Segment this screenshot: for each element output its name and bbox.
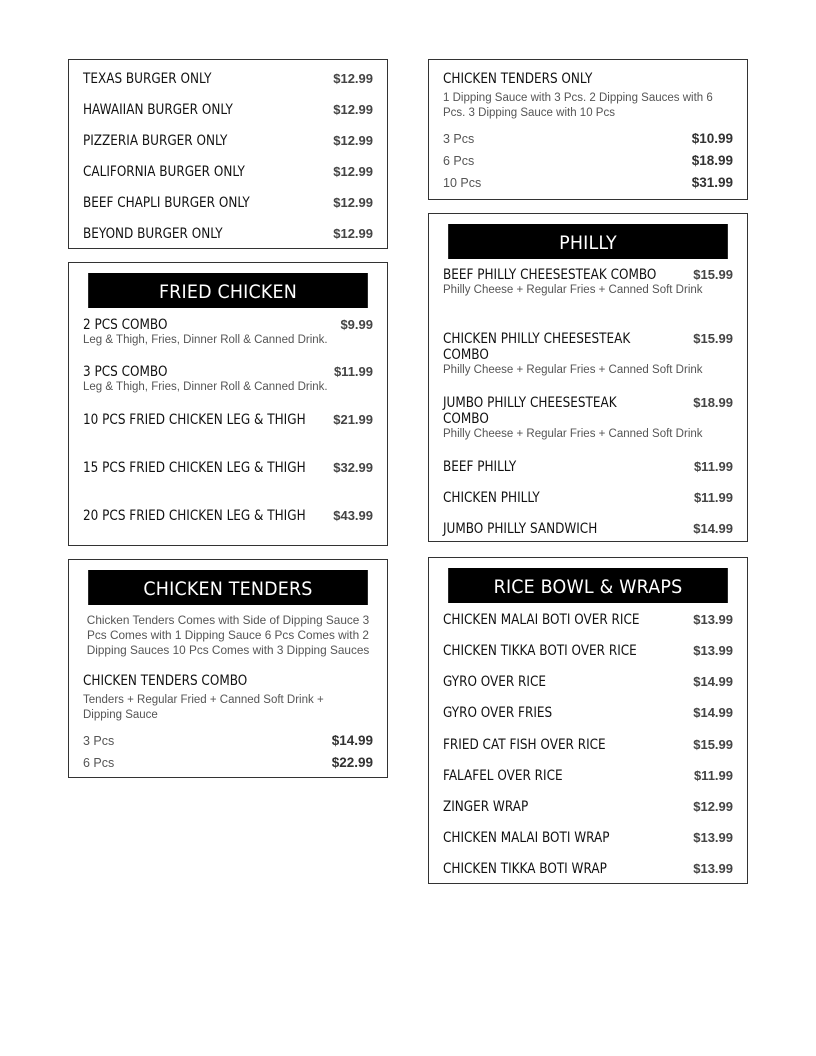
item-name: BEYOND BURGER ONLY [83, 226, 223, 242]
size-option [429, 150, 747, 172]
item-price: $13.99 [693, 830, 733, 845]
item-name: 15 PCS FRIED CHICKEN LEG & THIGH [83, 460, 306, 476]
menu-item [429, 768, 747, 784]
menu-item [69, 226, 387, 242]
item-price: $11.99 [693, 459, 733, 474]
item-price: $12.99 [333, 226, 373, 241]
item-price: $15.99 [693, 267, 733, 282]
size-option [429, 172, 747, 194]
menu-item [429, 674, 747, 690]
item-name: HAWAIIAN BURGER ONLY [83, 102, 233, 118]
item-name: JUMBO PHILLY CHEESESTEAK COMBO [443, 395, 617, 427]
item-name: BEEF PHILLY CHEESESTEAK COMBO [443, 267, 657, 283]
chicken-tenders-panel [68, 559, 388, 778]
philly-panel [428, 213, 748, 542]
item-name: 3 PCS COMBO [83, 364, 168, 380]
item-name: CHICKEN MALAI BOTI WRAP [443, 830, 610, 846]
item-name: TEXAS BURGER ONLY [83, 71, 212, 87]
item-name: FRIED CAT FISH OVER RICE [443, 737, 606, 753]
item-name: CHICKEN TIKKA BOTI OVER RICE [443, 643, 637, 659]
item-description: 1 Dipping Sauce with 3 Pcs. 2 Dipping Sauces with 6 Pcs. 3 Dipping Sauce with 10 Pcs [443, 92, 713, 119]
item-price: $12.99 [333, 71, 373, 86]
item-description: Leg & Thigh, Fries, Dinner Roll & Canned Drink. [83, 381, 328, 393]
option-label: 10 Pcs [443, 176, 482, 190]
menu-item [69, 412, 387, 428]
size-option [69, 730, 387, 752]
item-description: Philly Cheese + Regular Fries + Canned Soft Drink [443, 428, 703, 440]
item-price: $12.99 [333, 164, 373, 179]
item-price: $14.99 [693, 521, 733, 536]
option-price: $10.99 [691, 131, 733, 146]
item-name: CHICKEN PHILLY CHEESESTEAK COMBO [443, 331, 631, 363]
section-title: FRIED CHICKEN [88, 273, 368, 308]
menu-item [429, 612, 747, 628]
option-label: 6 Pcs [443, 154, 475, 168]
item-description: Leg & Thigh, Fries, Dinner Roll & Canned Drink. [83, 334, 328, 346]
menu-item [429, 267, 747, 298]
section-title: RICE BOWL & WRAPS [448, 568, 728, 603]
item-price: $12.99 [333, 102, 373, 117]
size-option [429, 128, 747, 150]
rice-bowl-wraps-panel [428, 557, 748, 884]
item-name: 2 PCS COMBO [83, 317, 168, 333]
menu-item [429, 331, 747, 378]
item-price: $12.99 [693, 799, 733, 814]
menu-item [69, 508, 387, 524]
item-price: $11.99 [333, 364, 373, 379]
item-price: $11.99 [693, 768, 733, 783]
menu-item [69, 317, 387, 348]
item-price: $13.99 [693, 612, 733, 627]
menu-item [69, 102, 387, 118]
option-label: 3 Pcs [83, 734, 115, 748]
item-name: JUMBO PHILLY SANDWICH [443, 521, 598, 537]
menu-item [429, 830, 747, 846]
menu-item [69, 164, 387, 180]
item-name: CHICKEN TENDERS COMBO [83, 673, 248, 689]
combo-item [69, 673, 387, 723]
item-name: BEEF CHAPLI BURGER ONLY [83, 195, 250, 211]
option-price: $18.99 [691, 153, 733, 168]
item-price: $14.99 [693, 674, 733, 689]
item-price: $15.99 [693, 737, 733, 752]
menu-item [429, 459, 747, 475]
item-price: $13.99 [693, 861, 733, 876]
option-label: 6 Pcs [83, 756, 115, 770]
section-intro: Chicken Tenders Comes with Side of Dipping Sauce 3 Pcs Comes with 1 Dipping Sauce 6 Pcs Comes with 2 Dipping Sauces 10 Pcs Comes with 3 Dipping Sauces [86, 613, 370, 657]
option-price: $31.99 [691, 175, 733, 190]
item-price: $21.99 [333, 412, 373, 427]
option-price: $22.99 [331, 755, 373, 770]
menu-item [69, 71, 387, 87]
item-price: $12.99 [333, 133, 373, 148]
item-name: CHICKEN PHILLY [443, 490, 540, 506]
item-description: Philly Cheese + Regular Fries + Canned Soft Drink [443, 284, 703, 296]
item-price: $15.99 [693, 331, 733, 346]
menu-item [69, 195, 387, 211]
item-description: Philly Cheese + Regular Fries + Canned Soft Drink [443, 364, 703, 376]
item-price: $18.99 [693, 395, 733, 410]
item-name: CHICKEN MALAI BOTI OVER RICE [443, 612, 640, 628]
item-name: CHICKEN TENDERS ONLY [443, 71, 593, 87]
menu-item [69, 133, 387, 149]
item-price: $32.99 [333, 460, 373, 475]
item-name: 10 PCS FRIED CHICKEN LEG & THIGH [83, 412, 306, 428]
item-name: CHICKEN TIKKA BOTI WRAP [443, 861, 607, 877]
item-price: $12.99 [333, 195, 373, 210]
item-price: $9.99 [340, 317, 373, 332]
item-price: $11.99 [693, 490, 733, 505]
section-title: PHILLY [448, 224, 728, 259]
item-name: CALIFORNIA BURGER ONLY [83, 164, 245, 180]
menu-item [69, 460, 387, 476]
menu-item [429, 737, 747, 753]
item-name: GYRO OVER RICE [443, 674, 546, 690]
item-price: $13.99 [693, 643, 733, 658]
item-name: PIZZERIA BURGER ONLY [83, 133, 228, 149]
item-name: FALAFEL OVER RICE [443, 768, 563, 784]
size-option [69, 752, 387, 774]
item-name: GYRO OVER FRIES [443, 705, 553, 721]
menu-item [429, 490, 747, 506]
menu-item [429, 799, 747, 815]
item-name: ZINGER WRAP [443, 799, 529, 815]
menu-item [429, 643, 747, 659]
item-price: $43.99 [333, 508, 373, 523]
item-price: $14.99 [693, 705, 733, 720]
menu-item [429, 861, 747, 877]
item-name: 20 PCS FRIED CHICKEN LEG & THIGH [83, 508, 306, 524]
option-price: $14.99 [331, 733, 373, 748]
tenders-only-panel [428, 59, 748, 200]
menu-item [429, 71, 747, 121]
burgers-panel [68, 59, 388, 249]
menu-item [429, 521, 747, 537]
item-description: Tenders + Regular Fried + Canned Soft Drink + Dipping Sauce [83, 694, 324, 721]
menu-item [429, 395, 747, 442]
section-title: CHICKEN TENDERS [88, 570, 368, 605]
menu-item [69, 364, 387, 395]
item-name: BEEF PHILLY [443, 459, 517, 475]
option-label: 3 Pcs [443, 132, 475, 146]
menu-item [429, 705, 747, 721]
fried-chicken-panel [68, 262, 388, 546]
